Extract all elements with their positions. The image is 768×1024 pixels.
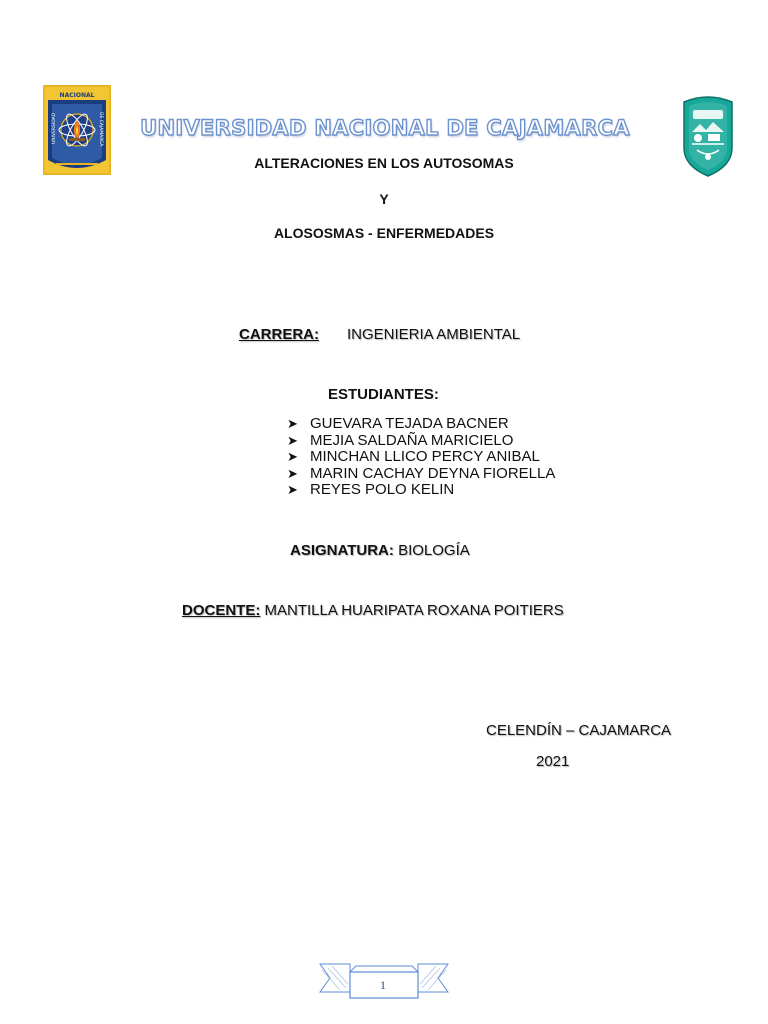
place-city: CELENDÍN – CAJAMARCA [486,722,672,739]
title-line-2: Y [379,191,389,207]
arrow-bullet-icon: ➤ [287,465,298,481]
arrow-bullet-icon: ➤ [287,449,298,465]
student-name: MARIN CACHAY DEYNA FIORELLA [310,464,556,482]
list-item [287,482,555,499]
seal-ring-text-left: UNIVERSIDAD [52,112,57,144]
teacher-line [182,602,564,619]
students-list [287,416,555,499]
title-line-1: ALTERACIONES EN LOS AUTOSOMAS [254,155,514,171]
university-title: UNIVERSIDAD NACIONAL DE CAJAMARCA [140,116,630,140]
list-item [287,449,555,466]
title-line-3: ALOSOSMAS - ENFERMEDADES [273,225,495,241]
career-label: CARRERA: [239,326,319,343]
subject-label: ASIGNATURA: [290,542,394,559]
career-value: INGENIERIA AMBIENTAL [347,326,521,343]
seal-ring-text-top: NACIONAL [59,92,95,99]
list-item [287,433,555,450]
student-name: MEJIA SALDAÑA MARICIELO [310,431,514,449]
student-name: REYES POLO KELIN [310,481,455,499]
arrow-bullet-icon: ➤ [287,416,298,431]
arrow-bullet-icon: ➤ [287,432,298,448]
page-number: 1 [380,978,386,992]
arrow-bullet-icon: ➤ [287,482,298,498]
list-item [287,466,555,483]
teacher-value: MANTILLA HUARIPATA ROXANA POITIERS [264,602,564,619]
students-label: ESTUDIANTES: [328,386,439,403]
teacher-label: DOCENTE: [182,602,261,619]
seal-ring-text-right: DE CAJAMARCA [98,112,103,147]
subject-line [290,542,470,559]
student-name: MINCHAN LLICO PERCY ANIBAL [310,448,540,466]
student-name: GUEVARA TEJADA BACNER [310,415,509,432]
place-year: 2021 [536,753,570,770]
list-item [287,416,555,433]
subject-value: BIOLOGÍA [398,542,470,559]
